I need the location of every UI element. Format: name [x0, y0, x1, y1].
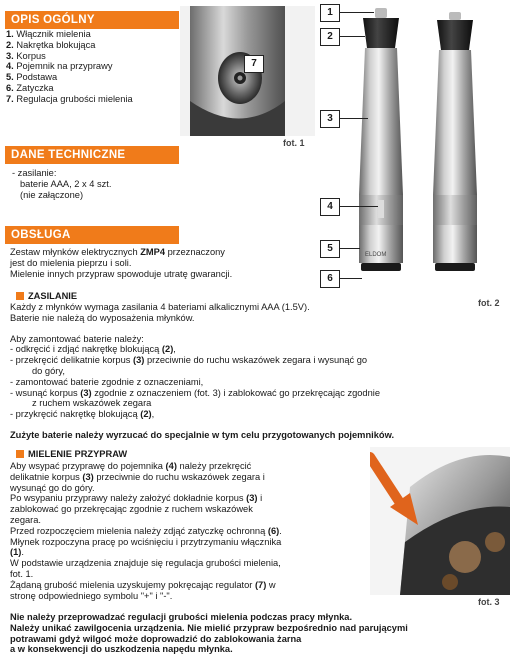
bullet-square [16, 292, 24, 300]
photo-grinders [345, 0, 495, 295]
callout-2: 2 [320, 28, 340, 46]
leader-3 [340, 118, 368, 119]
list-item: 7. Regulacja grubości mielenia [6, 93, 133, 104]
section-tech-title: DANE TECHNICZNE [11, 149, 126, 161]
spec-note: (nie załączone) [20, 189, 84, 200]
list-item: 4. Pojemnik na przyprawy [6, 61, 113, 72]
section-usage-header [5, 226, 179, 244]
grinding-text: Aby wsypać przyprawę do pojemnika (4) należy przekręcić delikatnie korpus (3) przeciwnie do ruchu wskazówek zegara i wysunąć go do góry. Po wsypaniu przyprawy należy założyć dokładnie korpus (3) i zablokować go przekręcając zgodnie z ruchem wskazówek zegara. Przed rozpoczęciem mielenia należy zdjąć zatyczkę ochronną (6). Młynek rozpoczyna pracę po wciśnięciu i przytrzymaniu włącznika (1). W podstawie urządzenia znajduje się regulacja grubości mielenia, fot. 1. Żądaną grubość mielenia uzyskujemy pokręcając regulator (7) w stronę odpowiedniego symbolu "+" i "-". [10, 461, 282, 601]
section-tech-header [5, 146, 179, 164]
grinding-heading: MIELENIE PRZYPRAW [16, 449, 127, 459]
list-item: 1. Włącznik mielenia [6, 29, 91, 39]
power-heading: ZASILANIE [16, 291, 77, 301]
spec-value: baterie AAA, 2 x 4 szt. [20, 178, 112, 189]
tech-specs [12, 168, 111, 200]
list-item: 2. Nakrętka blokująca [6, 39, 96, 50]
callout-6: 6 [320, 270, 340, 288]
leader-6 [340, 278, 362, 279]
usage-intro: Zestaw młynków elektrycznych ZMP4 przeznaczony jest do mielenia pieprzu i soli. Mielenie innych przypraw spowoduje utratę gwarancji. [10, 247, 233, 279]
leader-5 [340, 248, 360, 249]
callout-4: 4 [320, 198, 340, 216]
caption-fot2: fot. 2 [478, 298, 500, 308]
section-general-title: OPIS OGÓLNY [11, 14, 95, 26]
leader-4 [340, 206, 378, 207]
list-item: 6. Zatyczka [6, 82, 54, 93]
callout-7: 7 [244, 55, 264, 73]
caption-fot3: fot. 3 [478, 597, 500, 607]
parts-list [6, 29, 133, 105]
section-usage-title: OBSŁUGA [11, 229, 71, 241]
caption-fot1: fot. 1 [283, 138, 305, 148]
brand-label: ELDOM [365, 252, 387, 258]
leader-1 [340, 12, 374, 13]
list-item: 5. Podstawa [6, 72, 58, 83]
callout-3: 3 [320, 110, 340, 128]
callout-5: 5 [320, 240, 340, 258]
leader-2 [340, 36, 365, 37]
power-text: Każdy z młynków wymaga zasilania 4 bateriami alkalicznymi AAA (1.5V). Baterie nie należą do wyposażenia młynków. Aby zamontować baterie należy: - odkręcić i zdjąć nakrętkę blokującą (2), - przekręcić delikatnie korpus (3) przeciwnie do ruchu wskazówek zegara i wysunąć go do góry, - zamontować baterie zgodnie z oznaczeniami, - wsunąć korpus (3) zgodnie z oznaczeniem (fot. 3) i zablokować go przekręcając zgodnie z ruchem wskazówek zegara - przykręcić nakrętkę blokującą (2), Zużyte baterie należy wyrzucać do specjalnie w tym celu przygotowanych pojemników. [10, 302, 480, 441]
bullet-square [16, 450, 24, 458]
list-item: 3. Korpus [6, 50, 46, 61]
callout-1: 1 [320, 4, 340, 22]
battery-disposal-note: Zużyte baterie należy wyrzucać do specjalnie w tym celu przygotowanych pojemników. [10, 429, 395, 440]
spec-label: - zasilanie: [12, 168, 57, 178]
photo-body-marking [370, 447, 510, 595]
section-general-header [5, 11, 179, 29]
safety-warnings: Nie należy przeprowadzać regulacji grubości mielenia podczas pracy młynka. Należy unikać zawilgocenia urządzenia. Nie mielić przypraw bezpośrednio nad parującymi potrawami gdyż wilgoć może doprowadzić do zablokowania żarna a w konsekwencji do uszkodzenia napędu młynka. [10, 612, 408, 655]
